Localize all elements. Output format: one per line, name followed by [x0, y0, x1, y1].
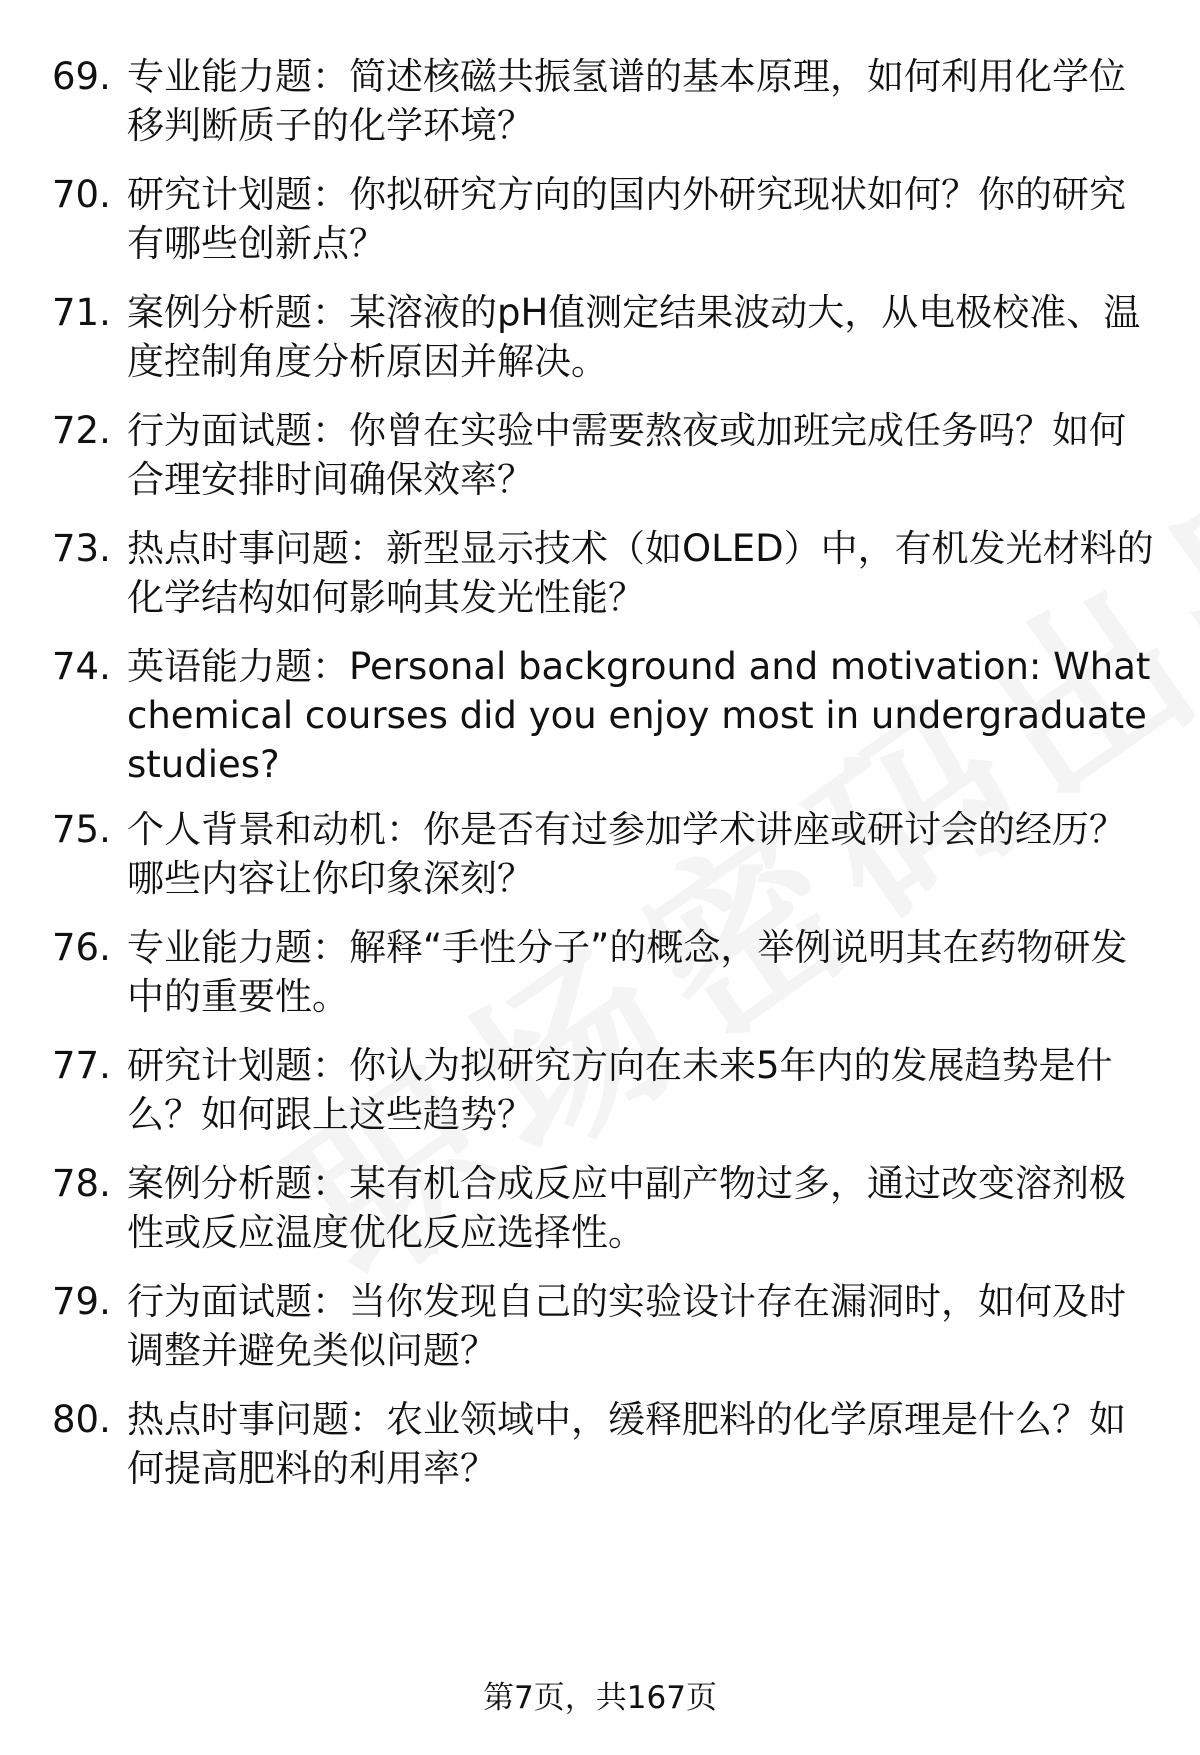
question-item	[52, 1041, 1162, 1139]
page-footer: 第7页，共167页	[483, 1680, 717, 1716]
question-item	[52, 170, 1162, 268]
question-number: 78.	[52, 1162, 111, 1205]
question-text: 行为面试题：当你发现自己的实验设计存在漏洞时，如何及时调整并避免类似问题？	[127, 1280, 1126, 1372]
question-number: 74.	[52, 645, 111, 688]
question-number: 70.	[52, 173, 111, 216]
question-text: 行为面试题：你曾在实验中需要熬夜或加班完成任务吗？如何合理安排时间确保效率？	[127, 409, 1126, 501]
question-text: 英语能力题：Personal background and motivation: What chemical courses did you enjoy most in undergraduate studies?	[127, 645, 1151, 786]
question-text: 热点时事问题：新型显示技术（如OLED）中，有机发光材料的化学结构如何影响其发光性能？	[127, 527, 1154, 619]
question-item	[52, 1395, 1162, 1493]
question-text: 研究计划题：你认为拟研究方向在未来5年内的发展趋势是什么？如何跟上这些趋势？	[127, 1044, 1113, 1136]
question-item	[52, 642, 1162, 789]
question-item	[52, 1159, 1162, 1257]
question-text: 专业能力题：简述核磁共振氢谱的基本原理，如何利用化学位移判断质子的化学环境？	[127, 55, 1126, 147]
question-text: 案例分析题：某溶液的pH值测定结果波动大，从电极校准、温度控制角度分析原因并解决。	[127, 291, 1141, 383]
question-item	[52, 1277, 1162, 1375]
question-number: 76.	[52, 926, 111, 969]
question-item	[52, 406, 1162, 504]
question-item	[52, 805, 1162, 903]
question-item	[52, 288, 1162, 386]
question-item	[52, 923, 1162, 1021]
question-text: 热点时事问题：农业领域中，缓释肥料的化学原理是什么？如何提高肥料的利用率？	[127, 1398, 1126, 1490]
question-number: 79.	[52, 1280, 111, 1323]
question-item	[52, 524, 1162, 622]
question-text: 专业能力题：解释“手性分子”的概念，举例说明其在药物研发中的重要性。	[127, 926, 1128, 1018]
question-number: 77.	[52, 1044, 111, 1087]
question-number: 69.	[52, 55, 111, 98]
question-item	[52, 52, 1162, 150]
question-number: 80.	[52, 1398, 111, 1441]
question-text: 案例分析题：某有机合成反应中副产物过多，通过改变溶剂极性或反应温度优化反应选择性。	[127, 1162, 1126, 1254]
question-number: 72.	[52, 409, 111, 452]
question-text: 个人背景和动机：你是否有过参加学术讲座或研讨会的经历？哪些内容让你印象深刻？	[127, 808, 1126, 900]
question-text: 研究计划题：你拟研究方向的国内外研究现状如何？你的研究有哪些创新点？	[127, 173, 1126, 265]
question-number: 71.	[52, 291, 111, 334]
question-number: 73.	[52, 527, 111, 570]
question-number: 75.	[52, 808, 111, 851]
